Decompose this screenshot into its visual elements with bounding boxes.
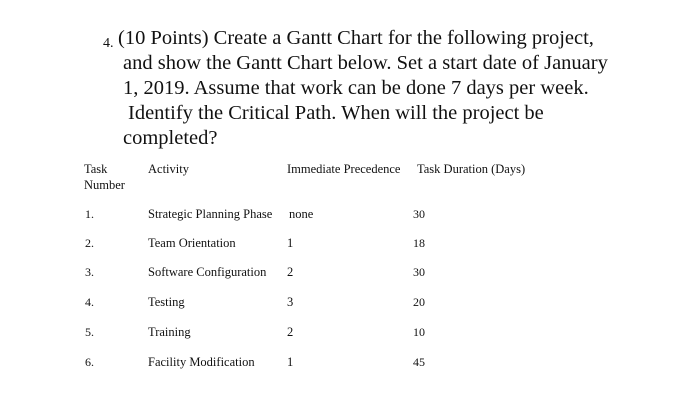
header-number: Number [84, 178, 125, 192]
header-precedence: Immediate Precedence [287, 162, 401, 176]
row-precedence: 3 [287, 295, 294, 309]
question-line-3: 1, 2019. Assume that work can be done 7 days per week. [123, 77, 589, 99]
question-line-1: (10 Points) Create a Gantt Chart for the following project, [118, 27, 594, 49]
row-task-number: 6. [85, 355, 94, 369]
row-task-number: 1. [85, 207, 94, 221]
row-duration: 30 [413, 207, 425, 221]
header-task: Task [84, 162, 108, 176]
row-precedence: none [289, 207, 314, 221]
row-activity: Strategic Planning Phase [148, 207, 273, 221]
row-activity: Team Orientation [148, 236, 236, 250]
row-task-number: 3. [85, 265, 94, 279]
question-number: 4. [103, 36, 114, 51]
row-activity: Facility Modification [148, 355, 255, 369]
header-activity: Activity [148, 162, 189, 176]
header-duration: Task Duration (Days) [417, 162, 526, 176]
question-line-5: completed? [123, 127, 218, 149]
row-duration: 10 [413, 325, 425, 339]
row-precedence: 2 [287, 325, 294, 339]
row-duration: 45 [413, 355, 425, 369]
question-line-4: Identify the Critical Path. When will the project be [128, 102, 544, 124]
row-precedence: 2 [287, 265, 294, 279]
row-precedence: 1 [287, 355, 294, 369]
row-activity: Training [148, 325, 191, 339]
row-task-number: 4. [85, 295, 94, 309]
row-activity: Testing [148, 295, 185, 309]
row-task-number: 2. [85, 236, 94, 250]
row-task-number: 5. [85, 325, 94, 339]
row-duration: 30 [413, 265, 425, 279]
row-duration: 20 [413, 295, 425, 309]
row-duration: 18 [413, 236, 425, 250]
question-line-2: and show the Gantt Chart below. Set a start date of January [123, 52, 608, 74]
row-activity: Software Configuration [148, 265, 267, 279]
row-precedence: 1 [287, 236, 294, 250]
